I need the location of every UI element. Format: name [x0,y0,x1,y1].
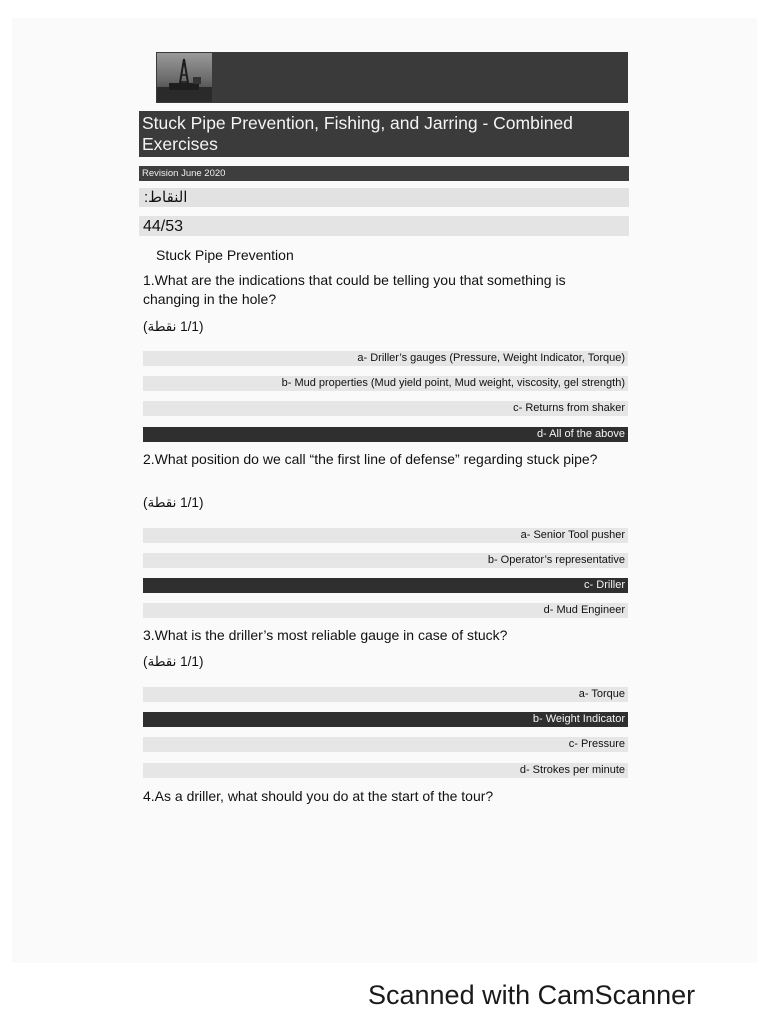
question-2-option-c[interactable]: c- Driller [143,578,628,593]
question-3-option-d[interactable]: d- Strokes per minute [143,763,628,778]
rig-photo-image [157,53,212,102]
question-3-option-a[interactable]: a- Torque [143,687,628,702]
question-1-text: 1.What are the indications that could be telling you that something is changing in the hole? [143,272,566,307]
score-value: 44/53 [139,216,629,236]
scanned-page [12,18,757,963]
points-label: النقاط: [139,188,629,207]
question-1-option-c[interactable]: c- Returns from shaker [143,401,628,416]
revision-label: Revision June 2020 [139,166,629,181]
question-3-option-b[interactable]: b- Weight Indicator [143,712,628,727]
question-2-option-d[interactable]: d- Mud Engineer [143,603,628,618]
question-1-option-b[interactable]: b- Mud properties (Mud yield point, Mud weight, viscosity, gel strength) [143,376,628,391]
question-1-option-a[interactable]: a- Driller’s gauges (Pressure, Weight Indicator, Torque) [143,351,628,366]
section-title: Stuck Pipe Prevention [156,247,294,263]
question-1-option-d[interactable]: d- All of the above [143,427,628,442]
question-3-option-c[interactable]: c- Pressure [143,737,628,752]
question-3-text: 3.What is the driller’s most reliable gauge in case of stuck? [143,627,508,643]
question-3-points: (1/1 نقطة) [143,654,204,669]
question-2-text: 2.What position do we call “the first line of defense” regarding stuck pipe? [143,451,598,467]
camscanner-watermark: Scanned with CamScanner [368,980,696,1010]
question-2-option-b[interactable]: b- Operator’s representative [143,553,628,568]
question-2-points: (1/1 نقطة) [143,495,204,510]
question-2-option-a[interactable]: a- Senior Tool pusher [143,528,628,543]
question-1-points: (1/1 نقطة) [143,319,204,334]
document-title: Stuck Pipe Prevention, Fishing, and Jarring - Combined Exercises [139,111,629,157]
question-4-text: 4.As a driller, what should you do at the start of the tour? [143,788,494,804]
header-banner [156,52,628,103]
